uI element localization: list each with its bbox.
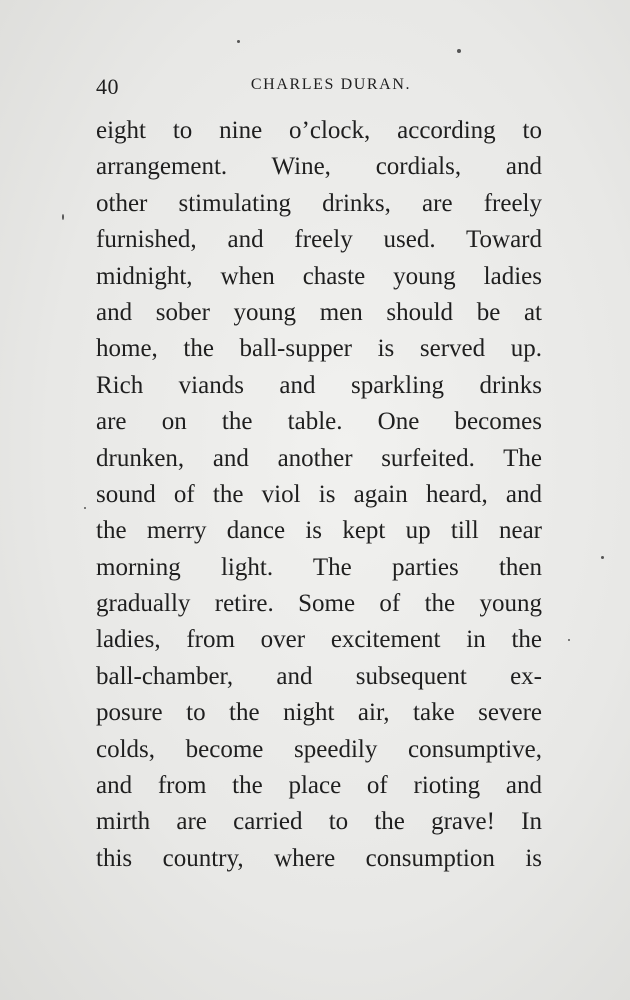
text-line: sound of the viol is again heard, and bbox=[96, 480, 542, 508]
text-line: this country, where consumption is bbox=[96, 844, 542, 872]
text-line: home, the ball-supper is served up. bbox=[96, 335, 542, 363]
paper-speck bbox=[237, 40, 240, 43]
text-line: gradually retire. Some of the young bbox=[96, 590, 542, 618]
text-line: arrangement. Wine, cordials, and bbox=[96, 153, 542, 181]
paper-speck bbox=[601, 556, 604, 559]
text-line: ball-chamber, and subsequent ex- bbox=[96, 662, 542, 690]
text-line: other stimulating drinks, are freely bbox=[96, 189, 542, 217]
text-line: are on the table. One becomes bbox=[96, 408, 542, 436]
text-line: midnight, when chaste young ladies bbox=[96, 262, 542, 290]
text-line: mirth are carried to the grave! In bbox=[96, 808, 542, 836]
text-line: colds, become speedily consumptive, bbox=[96, 735, 542, 763]
paper-speck bbox=[62, 214, 64, 220]
text-line: and sober young men should be at bbox=[96, 298, 542, 326]
text-line: eight to nine o’clock, according to bbox=[96, 117, 542, 144]
text-line: the merry dance is kept up till near bbox=[96, 517, 542, 545]
text-line: and from the place of rioting and bbox=[96, 772, 542, 800]
text-line: drunken, and another surfeited. The bbox=[96, 444, 542, 472]
running-head bbox=[96, 74, 546, 98]
body-text bbox=[96, 113, 542, 877]
text-line: morning light. The parties then bbox=[96, 553, 542, 581]
paper-speck bbox=[84, 507, 86, 509]
text-line: Rich viands and sparkling drinks bbox=[96, 371, 542, 399]
text-line: ladies, from over excitement in the bbox=[96, 626, 542, 654]
page-number: 40 bbox=[96, 74, 119, 99]
text-line: posure to the night air, take severe bbox=[96, 699, 542, 727]
paper-speck bbox=[457, 49, 461, 53]
paper-speck bbox=[568, 639, 570, 641]
running-title: CHARLES DURAN. bbox=[250, 76, 412, 93]
text-line: furnished, and freely used. Toward bbox=[96, 226, 542, 254]
